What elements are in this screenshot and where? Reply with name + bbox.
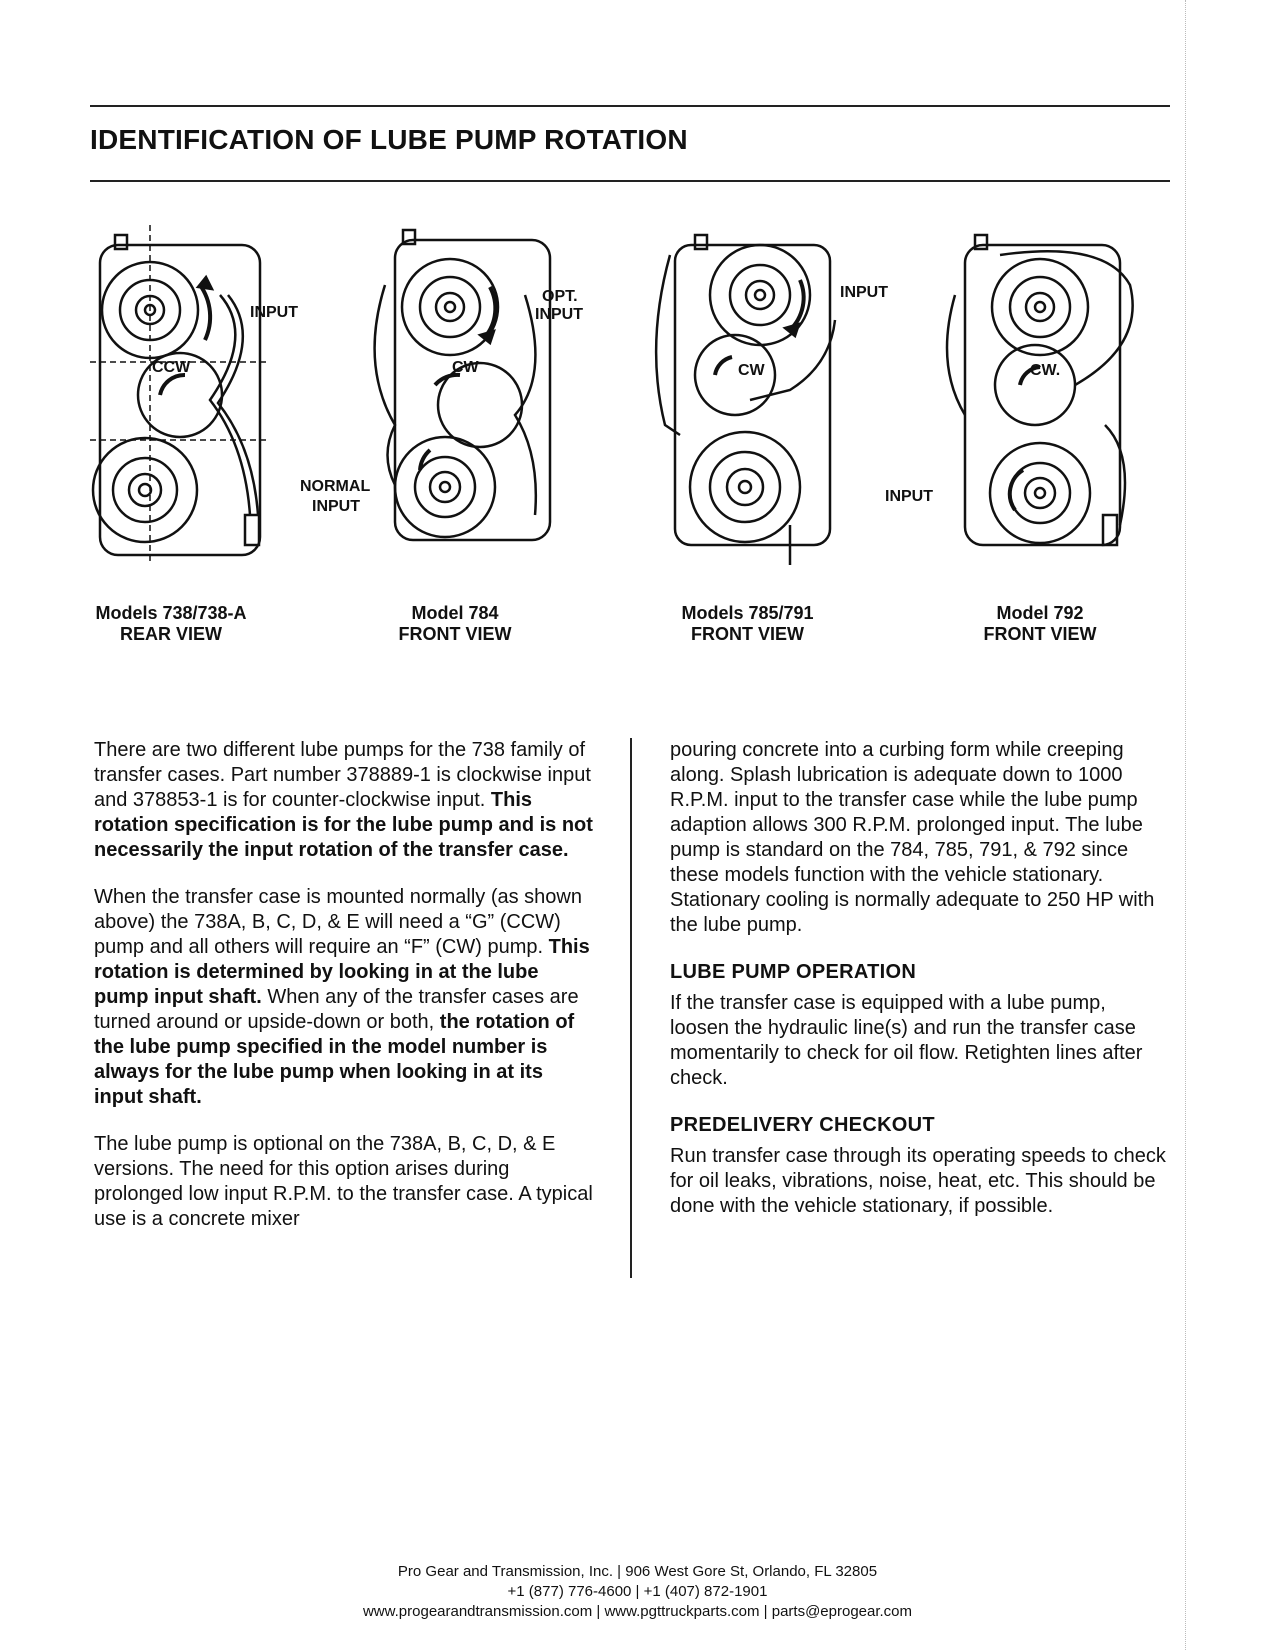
heading-predelivery-checkout: PREDELIVERY CHECKOUT: [670, 1114, 935, 1136]
ccw-label: CCW: [152, 359, 191, 376]
cw-label: CW: [452, 359, 479, 376]
footer-address: Pro Gear and Transmission, Inc. | 906 West Gore St, Orlando, FL 32805: [397, 1563, 878, 1580]
left-column: [94, 738, 594, 1254]
input-label: INPUT: [885, 488, 933, 505]
text-run: There are two different lube pumps for the 738 family of transfer cases. Part number 378889-1 is clockwise input and 378853-1 is for counter-clockwise input.: [94, 739, 591, 811]
emphasis-run: the rotation of the lube pump specified in the model number is always for the lube pump when looking in at its input shaft.: [94, 1011, 575, 1108]
column-divider: [630, 738, 632, 1278]
paragraph-mounting: [94, 885, 594, 1110]
figure-caption-model: Models 785/791: [681, 603, 814, 623]
paragraph-lube-pump-operation: If the transfer case is equipped with a lube pump, loosen the hydraulic line(s) and run the transfer case momentarily to check for oil flow. Retighten lines after check.: [670, 992, 1143, 1089]
normal-label: NORMAL: [300, 478, 371, 495]
text-run: When the transfer case is mounted normally (as shown above) the 738A, B, C, D, & E will need a “G” (CCW) pump and all others will require an “F” (CW) pump.: [94, 886, 582, 958]
paragraph-lubrication: pouring concrete into a curbing form while creeping along. Splash lubrication is adequate down to 1000 R.P.M. input to the transfer case while the lube pump adaption allows 300 R.P.M. prolonged input. The lube pump is standard on the 784, 785, 791, & 792 since these models function with the vehicle stationary. Stationary cooling is normally adequate to 250 HP with the lube pump.: [670, 739, 1155, 936]
figure-caption: [370, 603, 540, 645]
figure-caption-model: Model 784: [411, 603, 499, 623]
paragraph-part-numbers: [94, 738, 594, 863]
heading-lube-pump-operation: LUBE PUMP OPERATION: [670, 961, 917, 983]
cw-label: CW.: [1030, 362, 1061, 379]
top-rule: [90, 105, 1170, 107]
figure-caption: [955, 603, 1125, 645]
emphasis-run: This rotation specification is for the lube pump and is not necessarily the input rotation of the transfer case.: [94, 789, 593, 861]
opt-label: OPT.: [542, 288, 578, 305]
right-column: [670, 738, 1170, 1241]
input-label: INPUT: [250, 304, 298, 321]
figure-caption-model: Model 792: [996, 603, 1084, 623]
figure-792-front-view: [885, 225, 1205, 645]
figure-784-front-view: [300, 225, 600, 645]
figure-caption-view: FRONT VIEW: [398, 624, 512, 644]
figure-caption: [660, 603, 835, 645]
emphasis-run: This rotation is determined by looking in at the lube pump input shaft.: [94, 936, 590, 1008]
figure-caption-view: FRONT VIEW: [691, 624, 804, 644]
figure-caption: [86, 603, 256, 645]
text-run: When any of the transfer cases are turned around or upside-down or both,: [94, 986, 579, 1033]
figure-785-791-front-view: [640, 225, 940, 645]
paragraph-optional-pump: The lube pump is optional on the 738A, B, C, D, & E versions. The need for this option arises during prolonged low input R.P.M. to the transfer case. A typical use is a concrete mixer: [94, 1133, 593, 1230]
cw-label: CW: [738, 362, 765, 379]
figure-caption-view: FRONT VIEW: [983, 624, 1097, 644]
normal-input-label: INPUT: [312, 498, 360, 515]
footer-phone: +1 (877) 776-4600 | +1 (407) 872-1901: [507, 1583, 768, 1600]
page-footer: [0, 1562, 1275, 1622]
paragraph-predelivery-checkout: Run transfer case through its operating speeds to check for oil leaks, vibrations, noise, heat, etc. This should be done with the vehicle stationary, if possible.: [670, 1145, 1166, 1217]
transfer-case-784-drawing: [300, 225, 600, 585]
transfer-case-785-791-drawing: [640, 225, 940, 585]
figure-caption-view: REAR VIEW: [119, 624, 222, 644]
figure-caption-model: Models 738/738-A: [95, 603, 247, 623]
scan-margin-artifact: [1185, 0, 1187, 1650]
opt-input-label: INPUT: [535, 306, 583, 323]
input-label: INPUT: [840, 284, 888, 301]
title-underline: [90, 180, 1170, 182]
footer-web-email: www.progearandtransmission.com | www.pgttruckparts.com | parts@eprogear.com: [362, 1603, 913, 1620]
page-title: IDENTIFICATION OF LUBE PUMP ROTATION: [90, 124, 688, 155]
transfer-case-792-drawing: [905, 225, 1175, 585]
